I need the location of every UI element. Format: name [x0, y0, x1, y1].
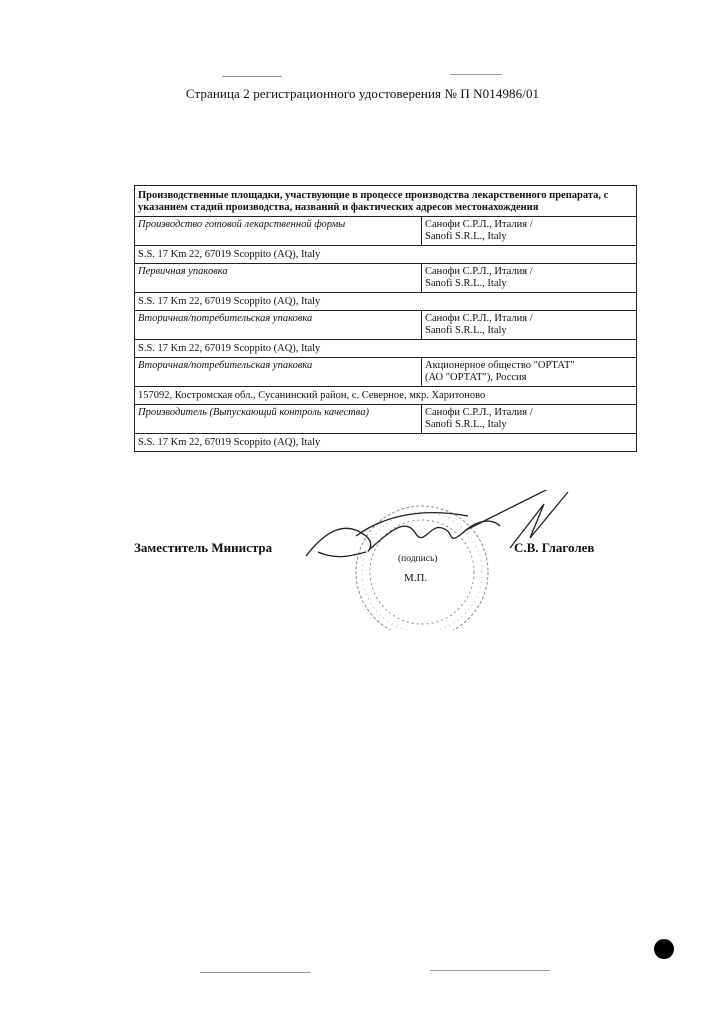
table-row — [135, 434, 637, 452]
production-stage: Первичная упаковка — [135, 264, 422, 293]
manufacturer-name-ru: Санофи С.Р.Л., Италия / — [425, 219, 533, 230]
table-title: Производственные площадки, участвующие в процессе производства лекарственного препарата, с указанием стадий производства, названий и фактических адресов местонахождения — [135, 186, 637, 217]
seal-and-signature — [296, 490, 606, 630]
table-row — [135, 293, 637, 311]
table-row — [135, 340, 637, 358]
signatory-name: С.В. Глаголев — [514, 540, 595, 555]
signature-area — [296, 490, 606, 630]
table-row — [135, 217, 637, 246]
handwritten-signature — [306, 490, 568, 557]
production-stage: Вторичная/потребительская упаковка — [135, 358, 422, 387]
table-row — [135, 264, 637, 293]
seal-caption: М.П. — [404, 572, 428, 584]
signature-caption: (подпись) — [398, 554, 438, 564]
manufacturer-name-ru: Санофи С.Р.Л., Италия / — [425, 266, 533, 277]
site-address: S.S. 17 Km 22, 67019 Scoppito (AQ), Italy — [135, 293, 637, 311]
manufacturer — [422, 311, 637, 340]
manufacturer — [422, 358, 637, 387]
site-address: S.S. 17 Km 22, 67019 Scoppito (AQ), Italy — [135, 340, 637, 358]
scan-artifact — [450, 74, 502, 75]
manufacturer — [422, 264, 637, 293]
table-title-row — [135, 186, 637, 217]
table-row — [135, 246, 637, 264]
manufacturer-name-ru: Санофи С.Р.Л., Италия / — [425, 313, 533, 324]
scan-artifact — [200, 972, 310, 973]
site-address: S.S. 17 Km 22, 67019 Scoppito (AQ), Italy — [135, 434, 637, 452]
scan-artifact — [222, 76, 282, 77]
page-header: Страница 2 регистрационного удостоверения № П N014986/01 — [185, 86, 540, 101]
scan-artifact — [430, 970, 550, 971]
site-address: S.S. 17 Km 22, 67019 Scoppito (AQ), Italy — [135, 246, 637, 264]
manufacturer-name-en: Sanofi S.R.L., Italy — [425, 325, 507, 336]
production-sites-table — [134, 185, 637, 452]
manufacturer — [422, 217, 637, 246]
production-stage: Производитель (Выпускающий контроль качества) — [135, 405, 422, 434]
signatory-position: Заместитель Министра — [134, 540, 273, 555]
manufacturer-name-en: Sanofi S.R.L., Italy — [425, 278, 507, 289]
manufacturer-name-en: Sanofi S.R.L., Italy — [425, 231, 507, 242]
page-marker-dot — [654, 939, 674, 959]
manufacturer-name-en: Sanofi S.R.L., Italy — [425, 419, 507, 430]
manufacturer-name-ru: Санофи С.Р.Л., Италия / — [425, 407, 533, 418]
manufacturer-name-ru: Акционерное общество "ОРТАТ" — [425, 360, 575, 371]
production-stage: Вторичная/потребительская упаковка — [135, 311, 422, 340]
site-address: 157092, Костромская обл., Сусанинский район, с. Северное, мкр. Харитоново — [135, 387, 637, 405]
table-row — [135, 358, 637, 387]
manufacturer — [422, 405, 637, 434]
production-stage: Производство готовой лекарственной формы — [135, 217, 422, 246]
manufacturer-name-en: (АО "ОРТАТ"), Россия — [425, 372, 527, 383]
table-row — [135, 405, 637, 434]
table-row — [135, 311, 637, 340]
table-row — [135, 387, 637, 405]
